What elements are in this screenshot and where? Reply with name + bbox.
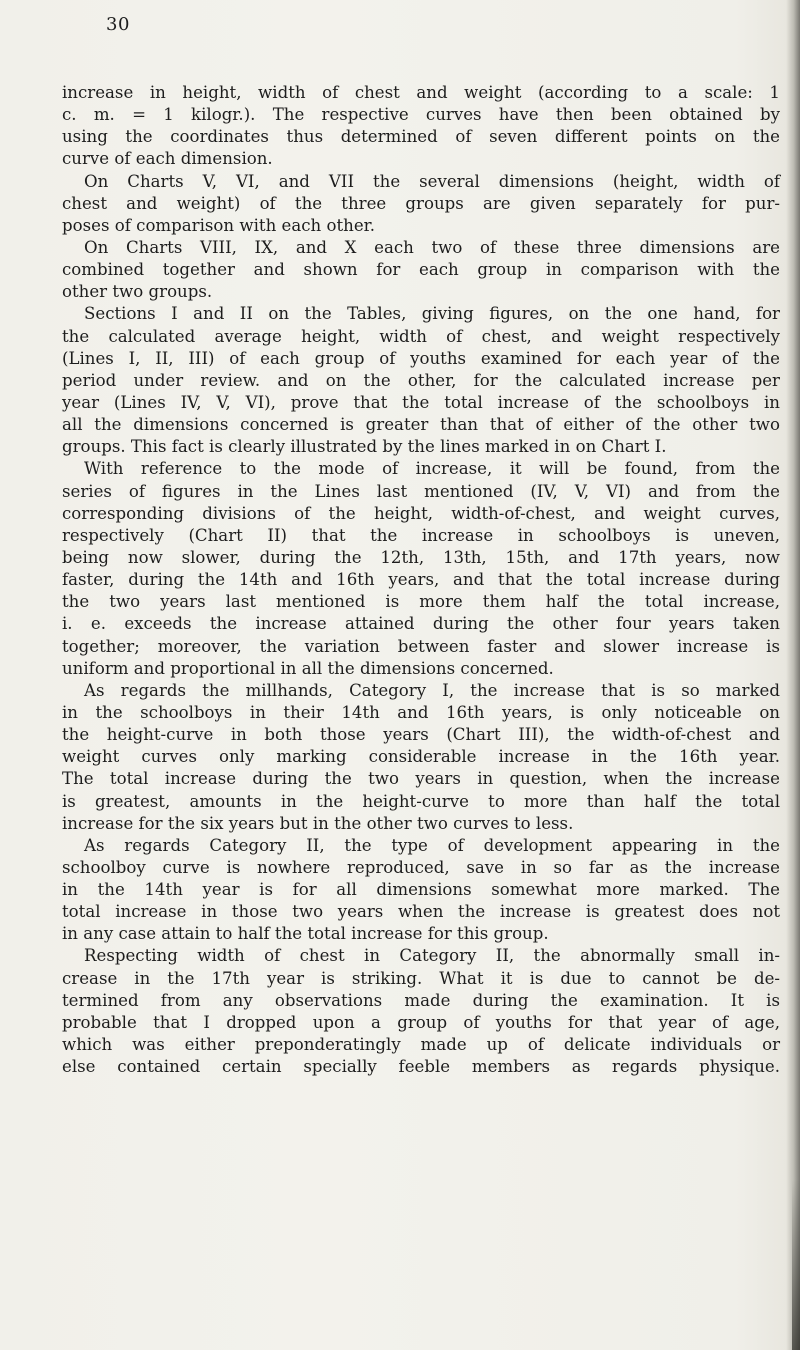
text-line: increase for the six years but in the other two curves to less. xyxy=(62,813,574,833)
text-line: together; moreover, the variation between faster and slower increase is xyxy=(62,636,780,656)
text-line: weight curves only marking considerable increase in the 16th year. xyxy=(62,747,780,767)
text-line: respectively (Chart II) that the increase in schoolboys is uneven, xyxy=(62,525,780,545)
text-line: in the 14th year is for all dimensions somewhat more marked. The xyxy=(62,880,780,900)
text-line: all the dimensions concerned is greater than that of either of the other two xyxy=(62,415,780,435)
text-line: increase in height, width of chest and weight (according to a scale: 1 xyxy=(62,83,780,102)
text-line: (Lines I, II, III) of each group of youths examined for each year of the xyxy=(62,348,780,368)
text-line: crease in the 17th year is striking. What it is due to cannot be de- xyxy=(62,968,780,988)
text-line: As regards the millhands, Category I, the increase that is so marked xyxy=(84,680,780,700)
text-line: which was either preponderatingly made up of delicate individuals or xyxy=(62,1035,780,1055)
text-line: the two years last mentioned is more them half the total increase, xyxy=(62,592,780,612)
text-line: being now slower, during the 12th, 13th, 15th, and 17th years, now xyxy=(62,547,780,567)
text-line: year (Lines IV, V, VI), prove that the total increase of the schoolboys in xyxy=(62,392,780,412)
text-line: uniform and proportional in all the dimensions concerned. xyxy=(62,658,554,678)
text-line: The total increase during the two years in question, when the increase xyxy=(62,769,780,789)
text-line: faster, during the 14th and 16th years, and that the total increase during xyxy=(62,570,780,590)
text-line: With reference to the mode of increase, it will be found, from the xyxy=(84,459,780,479)
text-line: total increase in those two years when the increase is greatest does not xyxy=(62,902,780,922)
text-line: corresponding divisions of the height, width-of-chest, and weight curves, xyxy=(62,503,780,523)
text-line: Respecting width of chest in Category II, the abnormally small in- xyxy=(84,946,780,966)
text-line: the height-curve in both those years (Chart III), the width-of-chest and xyxy=(62,725,780,745)
text-line: On Charts V, VI, and VII the several dimensions (height, width of xyxy=(84,171,780,191)
text-line: series of figures in the Lines last mentioned (IV, V, VI) and from the xyxy=(62,481,780,501)
text-line: in the schoolboys in their 14th and 16th years, is only noticeable on xyxy=(62,702,780,722)
text-line: poses of comparison with each other. xyxy=(62,215,376,235)
text-line: As regards Category II, the type of development appearing in the xyxy=(84,835,780,855)
body-text xyxy=(62,82,780,1078)
text-line: schoolboy curve is nowhere reproduced, save in so far as the increase xyxy=(62,857,780,877)
text-line: else contained certain specially feeble members as regards physique. xyxy=(62,1057,780,1077)
text-line: other two groups. xyxy=(62,282,213,302)
text-line: On Charts VIII, IX, and X each two of these three dimensions are xyxy=(84,237,780,257)
text-line: using the coordinates thus determined of seven different points on the xyxy=(62,127,780,147)
text-line: curve of each dimension. xyxy=(62,149,273,169)
text-line: probable that I dropped upon a group of youths for that year of age, xyxy=(62,1012,780,1032)
page-number: 30 xyxy=(106,14,130,35)
text-line: chest and weight) of the three groups are given separately for pur- xyxy=(62,193,780,213)
text-line: termined from any observations made during the examination. It is xyxy=(62,990,780,1010)
text-line: in any case attain to half the total increase for this group. xyxy=(62,924,549,944)
text-line: Sections I and II on the Tables, giving figures, on the one hand, for xyxy=(84,304,780,324)
text-line: the calculated average height, width of chest, and weight respectively xyxy=(62,326,780,346)
text-line: c. m. = 1 kilogr.). The respective curves have then been obtained by xyxy=(62,105,780,125)
text-line: groups. This fact is clearly illustrated by the lines marked in on Chart I. xyxy=(62,437,667,457)
text-line: i. e. exceeds the increase attained during the other four years taken xyxy=(62,614,780,634)
page-edge-shadow xyxy=(786,0,800,1350)
page-edge-dark xyxy=(792,1180,800,1350)
text-line: combined together and shown for each group in comparison with the xyxy=(62,260,780,280)
text-line: is greatest, amounts in the height-curve to more than half the total xyxy=(62,791,780,811)
text-line: period under review. and on the other, for the calculated increase per xyxy=(62,370,780,390)
